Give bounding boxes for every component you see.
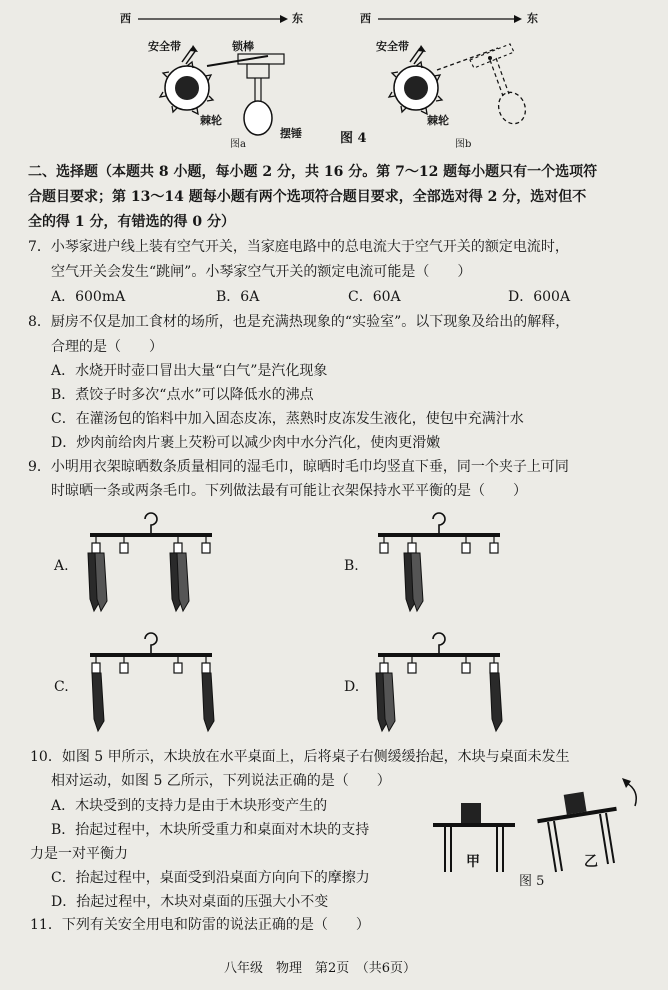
fig5-yi-label: 乙 [584,854,598,870]
q7-option-a: A．600mA [51,289,126,305]
q7-stem-line2: 空气开关会发生“跳闸”。小琴家空气开关的额定电流可能是（ ） [51,264,472,280]
q9-stem-line2: 时晾晒一条或两条毛巾。下列做法最有可能让衣架保持水平平衡的是（ ） [51,483,527,499]
page-footer: 八年级 物理 第2页 （共6页） [224,961,417,976]
q8-option-b: B．煮饺子时多次“点水”可以降低水的沸点 [51,387,314,403]
fig4a-west-label: 西 [120,12,131,25]
fig4a-seatbelt-label: 安全带 [148,40,181,53]
fig4b-seatbelt-label: 安全带 [376,40,409,53]
q10-option-c: C．抬起过程中，桌面受到沿桌面方向向下的摩擦力 [51,870,370,886]
q11-stem-line1: 11．下列有关安全用电和防雷的说法正确的是（ ） [30,917,370,933]
q10-stem-line2: 相对运动，如图 5 乙所示，下列说法正确的是（ ） [51,773,391,789]
fig4a-east-label: 东 [292,12,303,25]
q9-option-b-label: B. [344,558,359,574]
q10-option-b-line2: 力是一对平衡力 [30,846,128,862]
q7-option-d: D．600A [508,289,571,305]
fig4a-ratchet-label: 棘轮 [200,114,222,127]
q8-stem-line1: 8．厨房不仅是加工食材的场所，也是充满热现象的“实验室”。以下现象及给出的解释， [28,314,570,330]
fig5-jia-block [461,803,481,823]
fig4b-ratchet-label: 棘轮 [427,114,449,127]
fig4b-caption: 图b [455,139,472,150]
q8-option-a: A．水烧开时壶口冒出大量“白气”是汽化现象 [51,363,328,379]
q9-option-c-label: C. [54,679,69,695]
q10-option-a: A．木块受到的支持力是由于木块形变产生的 [51,798,328,814]
fig4a-caption: 图a [230,139,246,150]
q9-option-a-label: A. [54,558,69,574]
section-header-line2: 合题目要求；第 13～14 题每小题有两个选项符合题目要求，全部选对得 2 分，选对但不 [28,189,587,205]
q8-option-d: D．炒肉前给肉片裹上芡粉可以减少肉中水分汽化，使肉更滑嫩 [51,435,441,451]
q7-stem-line1: 7．小琴家进户线上装有空气开关，当家庭电路中的总电流大于空气开关的额定电流时， [28,239,569,255]
fig5-jia-label: 甲 [466,854,480,870]
q7-option-b: B．6A [216,289,260,305]
q10-option-b-line1: B．抬起过程中，木块所受重力和桌面对木块的支持 [51,822,370,838]
section-header-line3: 全的得 1 分，有错选的得 0 分） [28,214,235,230]
fig5-yi-table [534,787,616,821]
q9-option-d-label: D. [344,679,360,695]
q8-option-c: C．在灌汤包的馅料中加入固态皮冻，蒸熟时皮冻发生液化，使包中充满汁水 [51,411,524,427]
q7-option-c: C．60A [348,289,401,305]
fig4b-west-label: 西 [360,12,371,25]
fig4a-pendulum-label: 摆锤 [280,127,302,140]
q10-option-d: D．抬起过程中，木块对桌面的压强大小不变 [51,894,329,910]
fig4a-lockrod-label: 锁棒 [232,40,254,53]
q9-stem-line1: 9．小明用衣架晾晒数条质量相同的湿毛巾，晾晒时毛巾均竖直下垂，同一个夹子上可同 [28,459,569,475]
fig4-caption: 图 4 [340,131,367,146]
fig5-caption: 图 5 [519,874,545,889]
q8-stem-line2: 合理的是（ ） [51,339,163,355]
q10-stem-line1: 10．如图 5 甲所示，木块放在水平桌面上，后将桌子右侧缓缓抬起，木块与桌面未发生 [30,749,570,765]
section-header-line1: 二、选择题（本题共 8 小题，每小题 2 分，共 16 分。第 7～12 题每小题只有一个选项符 [28,164,598,180]
fig4b-east-label: 东 [527,12,538,25]
